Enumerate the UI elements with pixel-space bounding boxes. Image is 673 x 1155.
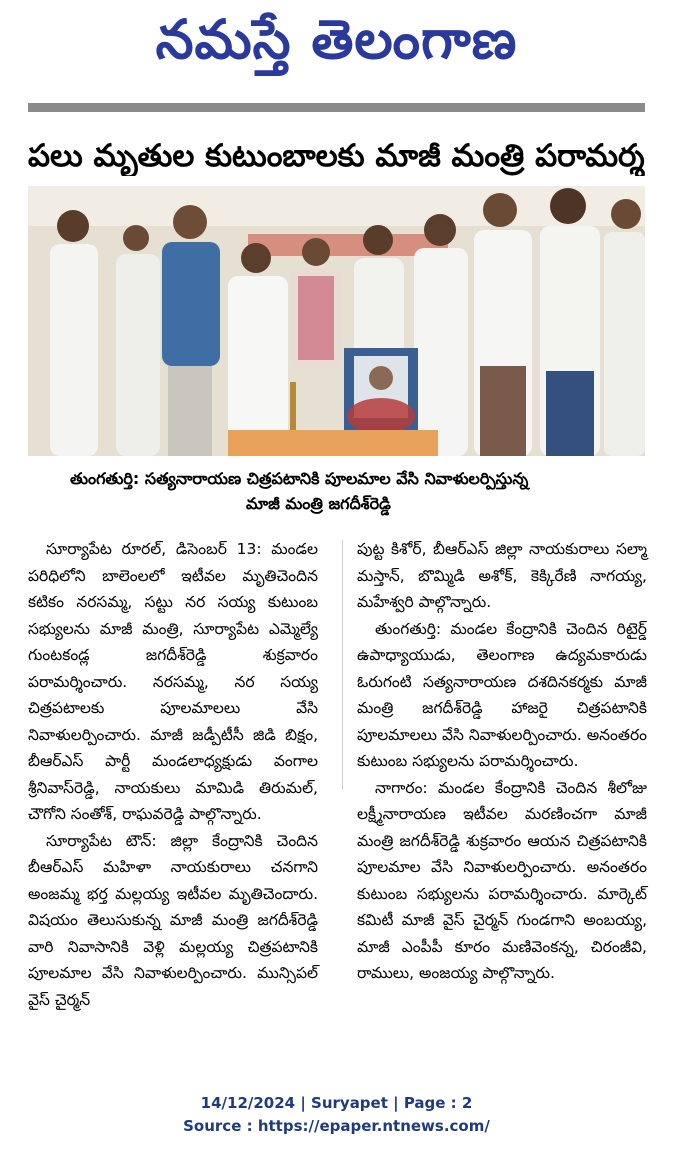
article-paragraph: నాగారం: మండల కేంద్రానికి చెందిన శీలోజు లక్ష్మీనారాయణ ఇటీవల మరణించగా మాజీ మంత్రి జగదీశ్‌రెడ్డి శుక్రవారం ఆయన చిత్రపటానికి పూలమాల వేసి నివాళులర్పించారు. అనంతరం కుటుంబ సభ్యులను పరామర్శించారు. మార్కెట్ కమిటీ మాజీ వైస్ చైర్మన్ గుండగాని అంబయ్య, మాజీ ఎంపీపీ కూరం మణివెంకన్న, చిరంజీవి, రాములు, అంజయ్య పాల్గొన్నారు.	[357, 778, 647, 982]
photo-caption	[70, 466, 630, 516]
caption-line-1: తుంగతుర్తి: సత్యనారాయణ చిత్రపటానికి పూలమాల వేసి నివాళులర్పిస్తున్న	[70, 469, 529, 488]
footer-source-link[interactable]: Source : https://epaper.ntnews.com/	[183, 1117, 490, 1135]
article-photo	[28, 186, 645, 456]
article-paragraph: సూర్యాపేట రూరల్, డిసెంబర్ 13: మండల పరిధిలోని బాలెంలలో ఇటీవల మృతిచెందిన కటికం నరసమ్మ, సట్టు నర సయ్య కుటుంబ సభ్యులను మాజీ మంత్రి, సూర్యాపేట ఎమ్మెల్యే గుంటకండ్ల జగదీశ్‌రెడ్డి శుక్రవారం పరామర్శించారు. నరసమ్మ, నర సయ్య చిత్రపటాలకు పూలమాలలు వేసి నివాళులర్పించారు. మాజీ జడ్పీటీసీ జిడి బిక్షం, బీఆర్‌ఎస్ పార్టీ మండలాధ్యక్షుడు వంగాల శ్రీనివాస్‌రెడ్డి, నాయకులు మామిడి తిరుమల్, చౌగోని సంతోశ్, రాఘవరెడ్డి పాల్గొన్నారు.	[28, 540, 318, 823]
newspaper-masthead: నమస్తే తెలంగాణ	[155, 8, 518, 71]
caption-line-2: మాజీ మంత్రి జగదీశ్‌రెడ్డి	[246, 494, 391, 513]
column-divider	[342, 540, 343, 790]
article-paragraph: సూర్యాపేట టౌన్: జిల్లా కేంద్రానికి చెందిన బీఆర్‌ఎస్ మహిళా నాయకురాలు చనగాని అంజమ్మ భర్త మల్లయ్య ఇటీవల మృతిచెందారు. విషయం తెలుసుకున్న మాజీ మంత్రి జగదీశ్‌రెడ్డి వారి నివాసానికి వెళ్లి మల్లయ్య చిత్రపటానికి పూలమాల వేసి నివాళులర్పించారు. మున్సిపల్ వైస్ చైర్మన్	[28, 831, 318, 1009]
header-divider	[28, 103, 645, 112]
article-paragraph: పుట్ట కిశోర్, బీఆర్‌ఎస్ జిల్లా నాయకురాలు సల్మా మస్తాన్, బొమ్మిడి అశోక్, కెక్కిరేణి నాగయ్య, మహేశ్వరి పాల్గొన్నారు.	[357, 540, 647, 611]
article-headline: పలు మృతుల కుటుంబాలకు మాజీ మంత్రి పరామర్శ	[28, 138, 645, 174]
article-column-left	[28, 536, 318, 1013]
footer-edition-info: 14/12/2024 | Suryapet | Page : 2	[200, 1094, 473, 1112]
article-paragraph: తుంగతుర్తి: మండల కేంద్రానికి చెందిన రిటైర్డ్ ఉపాధ్యాయుడు, తెలంగాణ ఉద్యమకారుడు ఓరుగంటి సత్యనారాయణ దశదినకర్మకు మాజీ మంత్రి జగదీశ్‌రెడ్డి హాజరై చిత్రపటానికి పూలమాలలు వేసి నివాళులర్పించారు. అనంతరం కుటుంబ సభ్యులను పరామర్శించారు.	[357, 619, 647, 770]
article-column-right	[357, 536, 647, 987]
